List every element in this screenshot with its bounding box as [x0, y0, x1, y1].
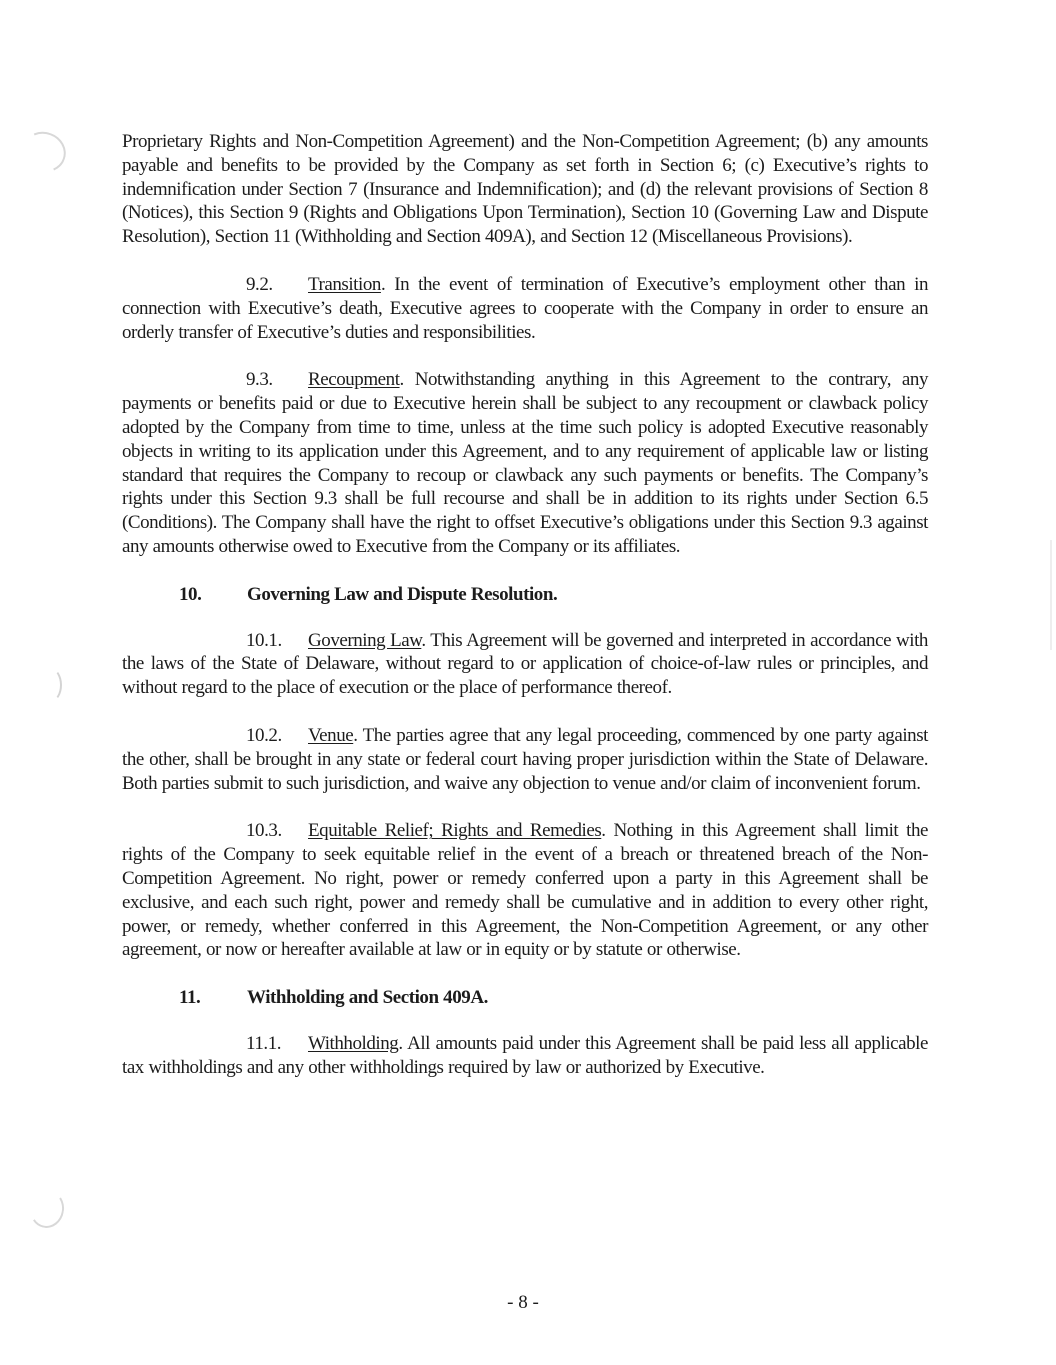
- section-number: 10.1.: [246, 629, 282, 651]
- document-body: [122, 130, 928, 1104]
- section-11-1: [122, 1032, 928, 1080]
- section-title: Equitable Relief; Rights and Remedies: [308, 820, 602, 842]
- section-number: 10.2.: [246, 724, 282, 746]
- section-title: Withholding: [308, 1032, 399, 1054]
- punch-hole-mark: [16, 126, 71, 179]
- section-title: Recoupment: [308, 369, 400, 391]
- page-number: - 8 -: [507, 1292, 539, 1313]
- section-9-2: [122, 273, 928, 344]
- heading-number: 11.: [179, 987, 201, 1009]
- section-text: . Notwithstanding anything in this Agreement to the contrary, any payments or benefits paid or due to Executive herein shall be subject to any recoupment or clawback policy adopted by the Company from time to time, unless at the time such policy is adopted Executive reasonably objects in writing to its application under this Agreement, and to any requirement of applicable law or listing standard that requires the Company to recoup or clawback any such payments or benefits. The Company’s rights under this Section 9.3 shall be full recourse and shall be in addition to its rights under Section 6.5 (Conditions). The Company shall have the right to offset Executive’s obligations under this Section 9.3 against any amounts otherwise owed to Executive from the Company or its affiliates.: [122, 369, 928, 557]
- section-title: Venue: [308, 724, 354, 746]
- section-text: . In the event of termination of Executive’s employment other than in connection with Executive’s death, Executive agrees to cooperate with the Company in order to ensure an orderly transfer of Executive’s duties and responsibilities.: [122, 273, 928, 343]
- heading-section-10: [122, 583, 928, 607]
- section-title: Transition: [308, 273, 381, 295]
- heading-section-11: [122, 986, 928, 1010]
- section-text: . Nothing in this Agreement shall limit the rights of the Company to seek equitable relief in the event of a breach or threatened breach of the Non-Competition Agreement. No right, power or remedy conferred upon a party in this Agreement shall be exclusive, and each such right, power and remedy shall be cumulative and in addition to every other right, power, or remedy, whether conferred in this Agreement, the Non-Competition Agreement, or any other agreement, or now or hereafter available at law or in equity or by statute or otherwise.: [122, 820, 929, 961]
- heading-number: 10.: [179, 583, 202, 605]
- section-10-3: [122, 819, 928, 962]
- punch-hole-mark: [27, 1187, 67, 1230]
- scan-edge-artifact: [1050, 540, 1052, 650]
- section-text: . This Agreement will be governed and interpreted in accordance with the laws of the State of Delaware, without regard to or application of choice-of-law rules or principles, and without regard to the place of execution or the place of performance thereof.: [122, 629, 928, 699]
- section-number: 10.3.: [246, 820, 282, 842]
- section-9-3: [122, 368, 928, 558]
- section-number: 9.3.: [246, 369, 273, 391]
- intro-paragraph: Proprietary Rights and Non-Competition Agreement) and the Non-Competition Agreement; (b) any amounts payable and benefits to be provided by the Company as set forth in Section 6; (c) Executive’s rights to indemnification under Section 7 (Insurance and Indemnification); and (d) the relevant provisions of Section 8 (Notices), this Section 9 (Rights and Obligations Upon Termination), Section 10 (Governing Law and Dispute Resolution), Section 11 (Withholding and Section 409A), and Section 12 (Miscellaneous Provisions).: [122, 131, 928, 248]
- heading-title: Withholding and Section 409A.: [247, 987, 488, 1009]
- punch-hole-mark: [40, 668, 62, 702]
- heading-title: Governing Law and Dispute Resolution.: [247, 583, 558, 605]
- section-text: . The parties agree that any legal proceeding, commenced by one party against the other, shall be brought in any state or federal court having proper jurisdiction within the State of Delaware. Both parties submit to such jurisdiction, and waive any objection to venue and/or claim of inconvenient forum.: [122, 724, 928, 794]
- section-10-1: [122, 629, 928, 700]
- section-text: . All amounts paid under this Agreement shall be paid less all applicable tax withholdings and any other withholdings required by law or authorized by Executive.: [122, 1032, 928, 1078]
- section-title: Governing Law: [308, 629, 422, 651]
- section-number: 11.1.: [246, 1032, 282, 1054]
- section-10-2: [122, 724, 928, 795]
- section-number: 9.2.: [246, 273, 273, 295]
